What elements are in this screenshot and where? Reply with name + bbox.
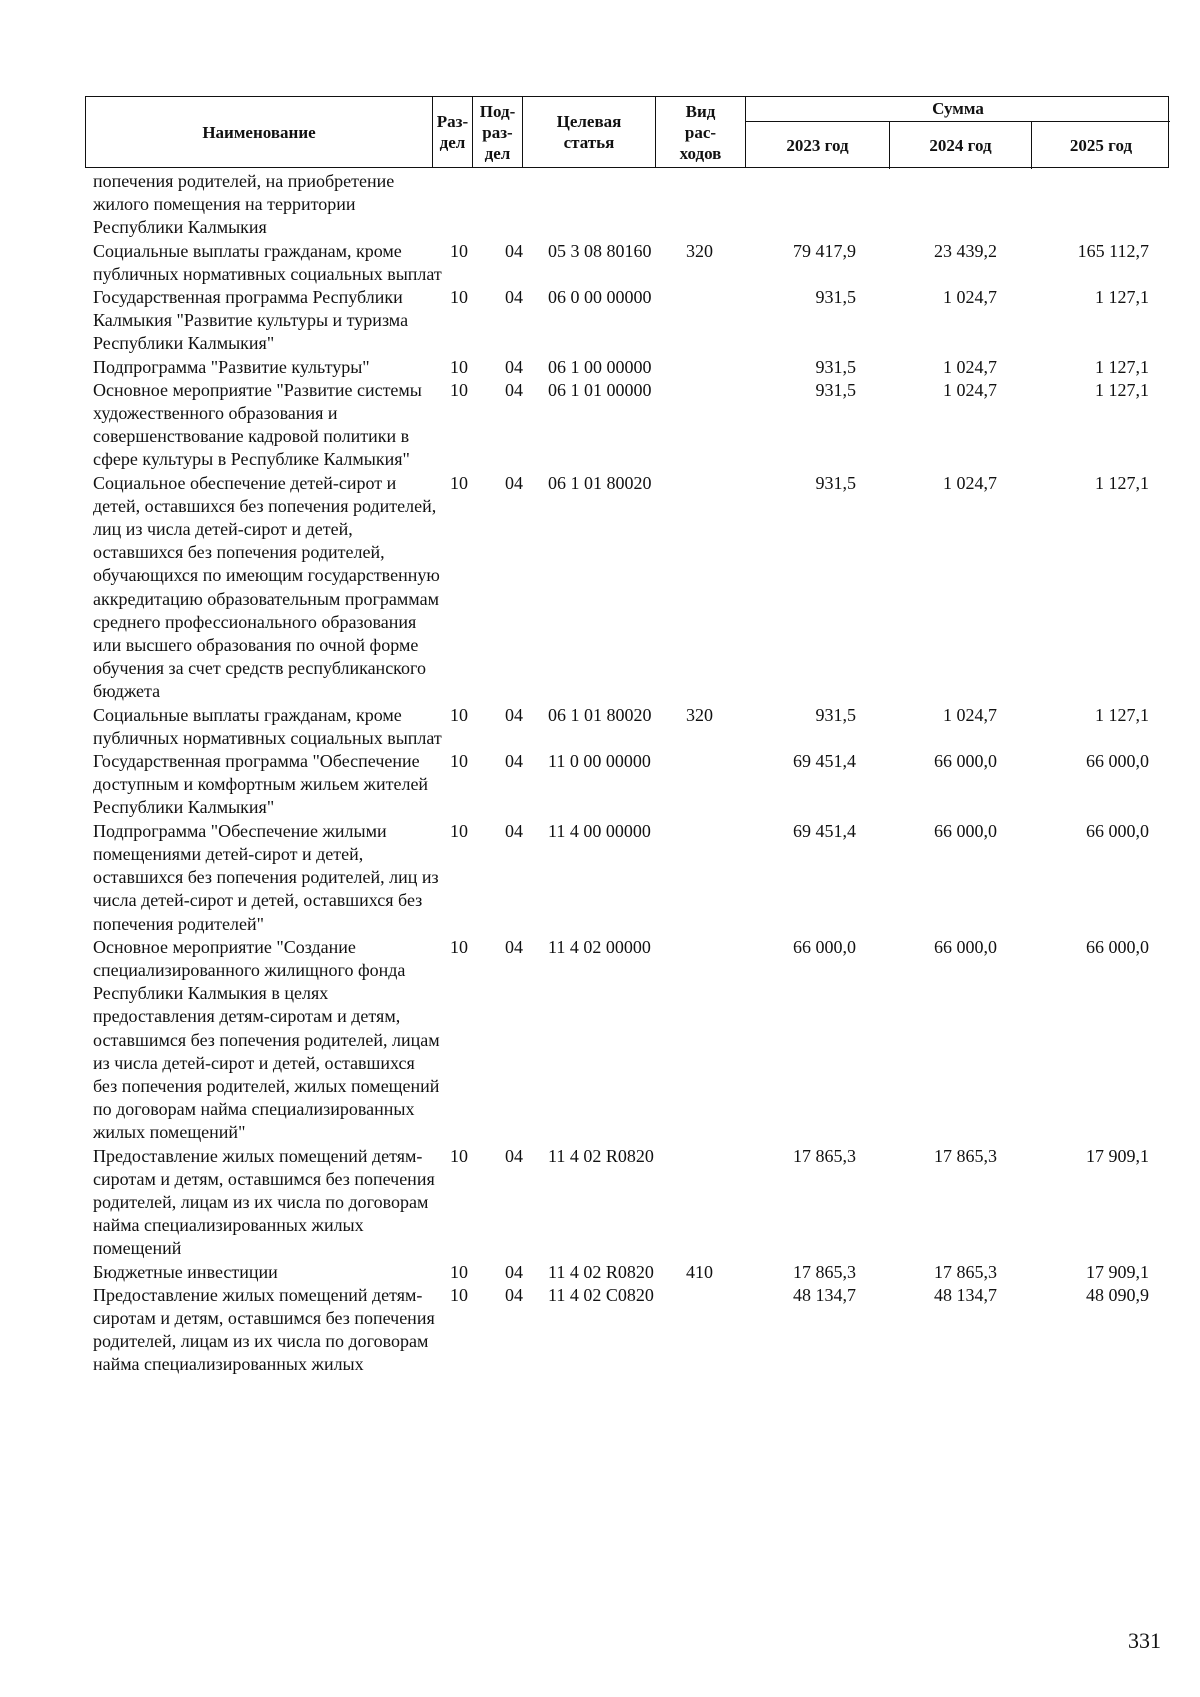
row-celevaya: 06 1 01 80020 xyxy=(548,472,652,493)
row-sum-2025: 1 127,1 xyxy=(1095,704,1149,725)
row-sum-2023: 48 134,7 xyxy=(793,1284,856,1305)
row-razdel: 10 xyxy=(450,1145,468,1166)
row-celevaya: 11 0 00 00000 xyxy=(548,751,651,772)
row-name: Социальное обеспечение детей-сирот и детей, оставшихся без попечения родителей, лиц из числа детей-сирот и детей, оставшихся без попечения родителей, обучающихся по имеющим государственную аккредитацию образовательным программам среднего профессионального образования или высшего образования по очной форме обучения за счет средств республиканского бюджета xyxy=(93,472,440,702)
table-row xyxy=(93,1261,1173,1284)
row-sum-2023: 17 865,3 xyxy=(793,1261,856,1282)
row-podrazdel: 04 xyxy=(505,287,523,308)
table-row xyxy=(93,240,1173,286)
row-sum-2023: 931,5 xyxy=(815,379,856,400)
row-name: попечения родителей, на приобретение жилого помещения на территории Республики Калмыкия xyxy=(93,171,395,238)
row-name: Социальные выплаты гражданам, кроме публичных нормативных социальных выплат xyxy=(93,240,442,284)
row-razdel: 10 xyxy=(450,356,468,377)
table-row xyxy=(93,750,1173,820)
row-sum-2023: 17 865,3 xyxy=(793,1145,856,1166)
row-podrazdel: 04 xyxy=(505,704,523,725)
row-razdel: 10 xyxy=(450,751,468,772)
row-razdel: 10 xyxy=(450,287,468,308)
header-podrazdel: Под- раз- дел xyxy=(473,97,523,167)
row-sum-2023: 931,5 xyxy=(815,287,856,308)
row-name: Предоставление жилых помещений детям-сиротам и детям, оставшимся без попечения родителей, лицам из их числа по договорам найма специализированных жилых помещений xyxy=(93,1145,435,1259)
row-vid: 410 xyxy=(686,1261,713,1282)
row-name: Социальные выплаты гражданам, кроме публичных нормативных социальных выплат xyxy=(93,704,442,748)
row-podrazdel: 04 xyxy=(505,751,523,772)
row-sum-2024: 66 000,0 xyxy=(934,820,997,841)
header-2024: 2024 год xyxy=(890,122,1032,169)
table-row xyxy=(93,170,1173,240)
row-name: Предоставление жилых помещений детям-сиротам и детям, оставшимся без попечения родителей, лицам из их числа по договорам найма специализированных жилых xyxy=(93,1284,435,1375)
row-name: Основное мероприятие "Создание специализированного жилищного фонда Республики Калмыкия в целях предоставления детям-сиротам и детям, оставшимся без попечения родителей, лицам из числа детей-сирот и детей, оставшихся без попечения родителей, жилых помещений по договорам найма специализированных жилых помещений" xyxy=(93,936,440,1143)
row-sum-2025: 66 000,0 xyxy=(1086,751,1149,772)
row-sum-2025: 17 909,1 xyxy=(1086,1261,1149,1282)
table-row xyxy=(93,379,1173,472)
row-razdel: 10 xyxy=(450,936,468,957)
row-sum-2024: 1 024,7 xyxy=(943,356,997,377)
header-summa: Сумма xyxy=(746,97,1170,122)
row-celevaya: 06 0 00 00000 xyxy=(548,287,652,308)
row-sum-2025: 1 127,1 xyxy=(1095,287,1149,308)
table-row xyxy=(93,472,1173,704)
row-celevaya: 11 4 02 R0820 xyxy=(548,1145,654,1166)
header-2023: 2023 год xyxy=(746,122,890,169)
row-sum-2024: 23 439,2 xyxy=(934,240,997,261)
row-sum-2025: 165 112,7 xyxy=(1077,240,1149,261)
row-sum-2024: 1 024,7 xyxy=(943,287,997,308)
header-celevaya: Целевая статья xyxy=(523,97,656,167)
table-row xyxy=(93,936,1173,1145)
row-podrazdel: 04 xyxy=(505,820,523,841)
row-celevaya: 11 4 00 00000 xyxy=(548,820,651,841)
row-name: Основное мероприятие "Развитие системы художественного образования и совершенствование кадровой политики в сфере культуры в Республике Калмыкия" xyxy=(93,379,422,470)
row-podrazdel: 04 xyxy=(505,1284,523,1305)
row-sum-2024: 1 024,7 xyxy=(943,704,997,725)
row-razdel: 10 xyxy=(450,240,468,261)
row-razdel: 10 xyxy=(450,820,468,841)
row-sum-2023: 931,5 xyxy=(815,356,856,377)
row-celevaya: 11 4 02 R0820 xyxy=(548,1261,654,1282)
row-sum-2024: 66 000,0 xyxy=(934,751,997,772)
row-sum-2023: 931,5 xyxy=(815,704,856,725)
row-sum-2024: 66 000,0 xyxy=(934,936,997,957)
table-row xyxy=(93,286,1173,356)
row-celevaya: 05 3 08 80160 xyxy=(548,240,652,261)
row-sum-2025: 1 127,1 xyxy=(1095,356,1149,377)
row-podrazdel: 04 xyxy=(505,936,523,957)
table-row xyxy=(93,704,1173,750)
page-number: 331 xyxy=(1128,1628,1161,1653)
row-celevaya: 06 1 00 00000 xyxy=(548,356,652,377)
row-razdel: 10 xyxy=(450,379,468,400)
row-sum-2023: 931,5 xyxy=(815,472,856,493)
row-sum-2025: 66 000,0 xyxy=(1086,936,1149,957)
header-razdel: Раз- дел xyxy=(433,97,473,167)
row-razdel: 10 xyxy=(450,704,468,725)
row-razdel: 10 xyxy=(450,472,468,493)
row-vid: 320 xyxy=(686,704,713,725)
table-row xyxy=(93,1145,1173,1261)
row-celevaya: 11 4 02 00000 xyxy=(548,936,651,957)
row-vid: 320 xyxy=(686,240,713,261)
header-2025: 2025 год xyxy=(1069,135,1133,155)
row-sum-2024: 1 024,7 xyxy=(943,379,997,400)
row-sum-2024: 1 024,7 xyxy=(943,472,997,493)
row-podrazdel: 04 xyxy=(505,1261,523,1282)
row-podrazdel: 04 xyxy=(505,356,523,377)
row-podrazdel: 04 xyxy=(505,379,523,400)
table-row xyxy=(93,356,1173,379)
row-name: Подпрограмма "Обеспечение жилыми помещениями детей-сирот и детей, оставшихся без попечения родителей, лиц из числа детей-сирот и детей, оставшихся без попечения родителей" xyxy=(93,820,439,934)
row-sum-2025: 48 090,9 xyxy=(1086,1284,1149,1305)
row-celevaya: 11 4 02 C0820 xyxy=(548,1284,654,1305)
row-celevaya: 06 1 01 00000 xyxy=(548,379,652,400)
row-podrazdel: 04 xyxy=(505,1145,523,1166)
row-sum-2025: 1 127,1 xyxy=(1095,472,1149,493)
table-header xyxy=(85,96,1169,168)
header-name: Наименование xyxy=(86,97,433,167)
row-razdel: 10 xyxy=(450,1284,468,1305)
row-sum-2025: 66 000,0 xyxy=(1086,820,1149,841)
table-body xyxy=(93,170,1173,1377)
row-name: Подпрограмма "Развитие культуры" xyxy=(93,356,370,377)
row-sum-2023: 69 451,4 xyxy=(793,820,856,841)
row-sum-2024: 17 865,3 xyxy=(934,1145,997,1166)
row-razdel: 10 xyxy=(450,1261,468,1282)
row-name: Бюджетные инвестиции xyxy=(93,1261,278,1282)
row-name: Государственная программа "Обеспечение доступным и комфортным жильем жителей Республики Калмыкия" xyxy=(93,751,429,818)
row-sum-2024: 17 865,3 xyxy=(934,1261,997,1282)
row-sum-2024: 48 134,7 xyxy=(934,1284,997,1305)
table-row xyxy=(93,820,1173,936)
row-sum-2025: 1 127,1 xyxy=(1095,379,1149,400)
row-celevaya: 06 1 01 80020 xyxy=(548,704,652,725)
row-podrazdel: 04 xyxy=(505,472,523,493)
row-sum-2025: 17 909,1 xyxy=(1086,1145,1149,1166)
table-row xyxy=(93,1284,1173,1377)
row-sum-2023: 79 417,9 xyxy=(793,240,856,261)
row-podrazdel: 04 xyxy=(505,240,523,261)
row-name: Государственная программа Республики Калмыкия "Развитие культуры и туризма Республики Калмыкия" xyxy=(93,287,409,354)
row-sum-2023: 66 000,0 xyxy=(793,936,856,957)
header-vid: Вид рас- ходов xyxy=(656,97,746,167)
row-sum-2023: 69 451,4 xyxy=(793,751,856,772)
